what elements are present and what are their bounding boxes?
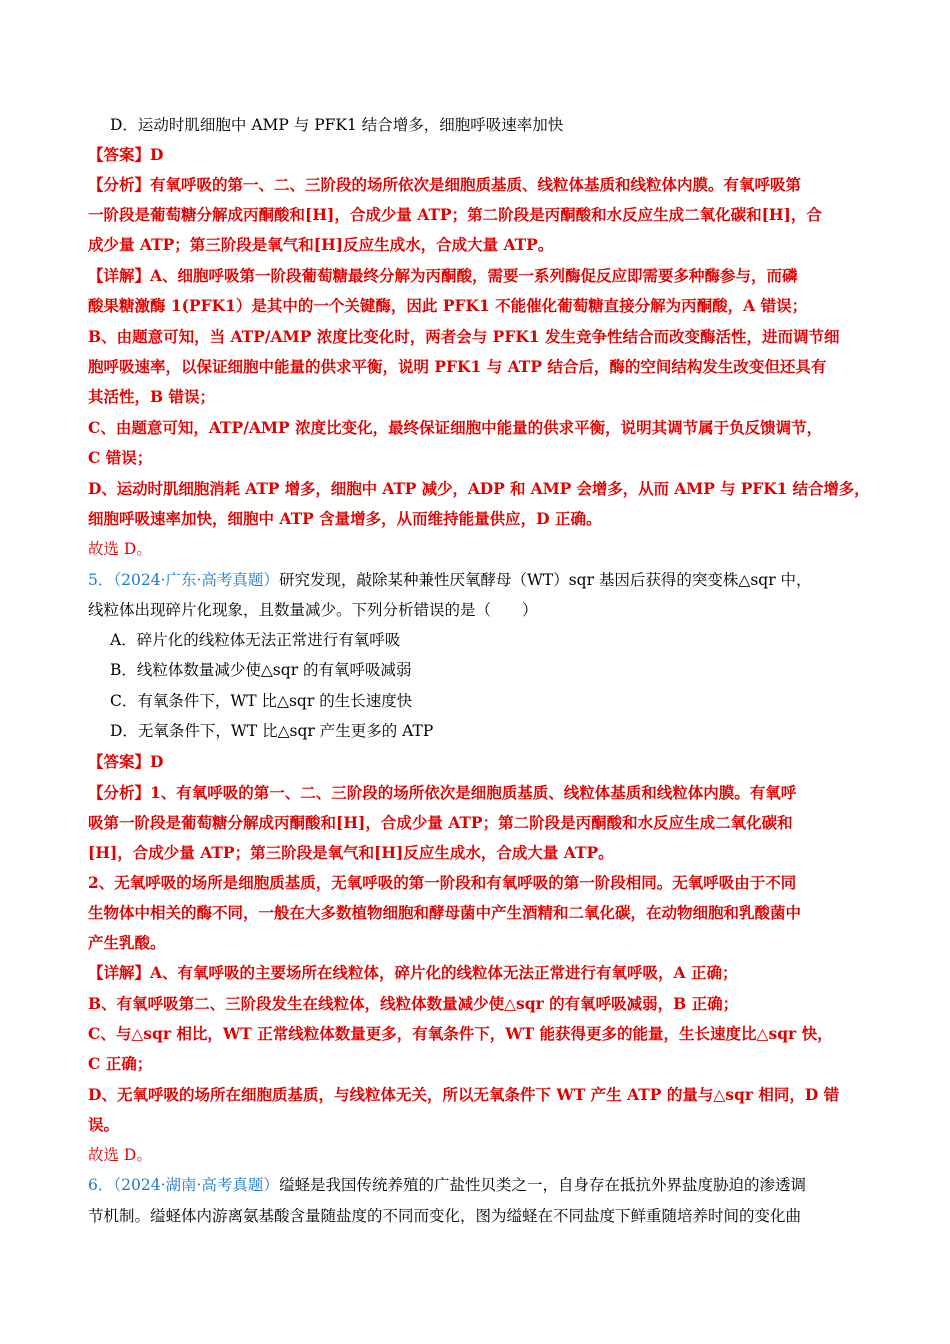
q6-number: 6． (88, 1176, 114, 1194)
q5-answer: 【答案】D (88, 752, 164, 771)
q5-number: 5． (88, 571, 114, 589)
q5-detail-line: C、与△sqr 相比，WT 正常线粒体数量更多，有氧条件下，WT 能获得更多的能量，生长速度比△sqr 快， (88, 1024, 833, 1043)
q5-detail-line: D、无氧呼吸的场所在细胞质基质，与线粒体无关，所以无氧条件下 WT 产生 ATP 的量与△sqr 相同，D 错 (88, 1085, 840, 1104)
q6-stem-line: 节机制。缢蛏体内游离氨基酸含量随盐度的不同而变化，图为缢蛏在不同盐度下鲜重随培养时间的变化曲 (88, 1207, 802, 1225)
q4-conclusion: 故选 D。 (88, 540, 152, 558)
q5-stem (88, 570, 812, 590)
q4-analysis-line: 【分析】有氧呼吸的第一、二、三阶段的场所依次是细胞质基质、线粒体基质和线粒体内膜。有氧呼吸第 (88, 175, 802, 194)
q5-analysis-line: 吸第一阶段是葡萄糖分解成丙酮酸和[H]，合成少量 ATP；第二阶段是丙酮酸和水反应生成二氧化碳和 (88, 813, 793, 832)
q4-detail-line: C、由题意可知，ATP/AMP 浓度比变化，最终保证细胞中能量的供求平衡，说明其调节属于负反馈调节， (88, 418, 823, 437)
q5-stem-line: 线粒体出现碎片化现象，且数量减少。下列分析错误的是（ ） (88, 601, 538, 619)
q5-detail-line: C 正确； (88, 1054, 153, 1073)
q5-analysis-line: 【分析】1、有氧呼吸的第一、二、三阶段的场所依次是细胞质基质、线粒体基质和线粒体内膜。有氧呼 (88, 783, 797, 802)
q4-detail-line: 其活性，B 错误； (88, 387, 215, 406)
q4-detail-line: C 错误； (88, 448, 153, 467)
q4-detail-line: 细胞呼吸速率加快，细胞中 ATP 含量增多，从而维持能量供应，D 正确。 (88, 509, 602, 528)
q5-option: B．线粒体数量减少使△sqr 的有氧呼吸减弱 (110, 661, 412, 679)
q4-analysis-line: 一阶段是葡萄糖分解成丙酮酸和[H]，合成少量 ATP；第二阶段是丙酮酸和水反应生成二氧化碳和[H]，合 (88, 205, 822, 224)
q5-source: （2024·广东·高考真题） (113, 571, 279, 589)
q4-detail-line: B、由题意可知，当 ATP/AMP 浓度比变化时，两者会与 PFK1 发生竞争性结合而改变酶活性，进而调节细 (88, 327, 840, 346)
q4-detail-line: 酸果糖激酶 1(PFK1）是其中的一个关键酶，因此 PFK1 不能催化葡萄糖直接分解为丙酮酸，A 错误； (88, 296, 808, 315)
q5-detail-line: B、有氧呼吸第二、三阶段发生在线粒体，线粒体数量减少使△sqr 的有氧呼吸减弱，B 正确； (88, 994, 739, 1013)
q6-stem-text: 缢蛏是我国传统养殖的广盐性贝类之一，自身存在抵抗外界盐度胁迫的渗透调 (278, 1176, 806, 1194)
q5-stem-text: 研究发现，敲除某种兼性厌氧酵母（WT）sqr 基因后获得的突变株△sqr 中， (278, 571, 812, 589)
q5-option: D．无氧条件下，WT 比△sqr 产生更多的 ATP (110, 722, 434, 740)
q4-option-d: D．运动时肌细胞中 AMP 与 PFK1 结合增多，细胞呼吸速率加快 (110, 116, 564, 134)
q6-source: （2024·湖南·高考真题） (113, 1176, 279, 1194)
q5-analysis-line: [H]，合成少量 ATP；第三阶段是氧气和[H]反应生成水，合成大量 ATP。 (88, 843, 614, 862)
q4-answer: 【答案】D (88, 145, 164, 164)
q5-option: C．有氧条件下，WT 比△sqr 的生长速度快 (110, 692, 413, 710)
q4-detail-line: D、运动时肌细胞消耗 ATP 增多，细胞中 ATP 减少，ADP 和 AMP 会增多，从而 AMP 与 PFK1 结合增多， (88, 479, 870, 498)
q5-analysis-line: 2、无氧呼吸的场所是细胞质基质，无氧呼吸的第一阶段和有氧呼吸的第一阶段相同。无氧呼吸由于不同 (88, 873, 797, 892)
q5-analysis-line: 产生乳酸。 (88, 933, 166, 952)
q5-detail-line: 误。 (88, 1115, 120, 1134)
q5-conclusion: 故选 D。 (88, 1146, 152, 1164)
q6-stem (88, 1175, 806, 1195)
q5-detail-line: 【详解】A、有氧呼吸的主要场所在线粒体，碎片化的线粒体无法正常进行有氧呼吸，A 正确； (88, 963, 738, 982)
q4-detail-line: 【详解】A、细胞呼吸第一阶段葡萄糖最终分解为丙酮酸，需要一系列酶促反应即需要多种酶参与，而磷 (88, 266, 798, 285)
q4-analysis-line: 成少量 ATP；第三阶段是氧气和[H]反应生成水，合成大量 ATP。 (88, 235, 554, 254)
q5-analysis-line: 生物体中相关的酶不同，一般在大多数植物细胞和酵母菌中产生酒精和二氧化碳，在动物细胞和乳酸菌中 (88, 903, 802, 922)
q4-detail-line: 胞呼吸速率，以保证细胞中能量的供求平衡，说明 PFK1 与 ATP 结合后，酶的空间结构发生改变但还具有 (88, 357, 827, 376)
q5-option: A．碎片化的线粒体无法正常进行有氧呼吸 (110, 631, 401, 649)
